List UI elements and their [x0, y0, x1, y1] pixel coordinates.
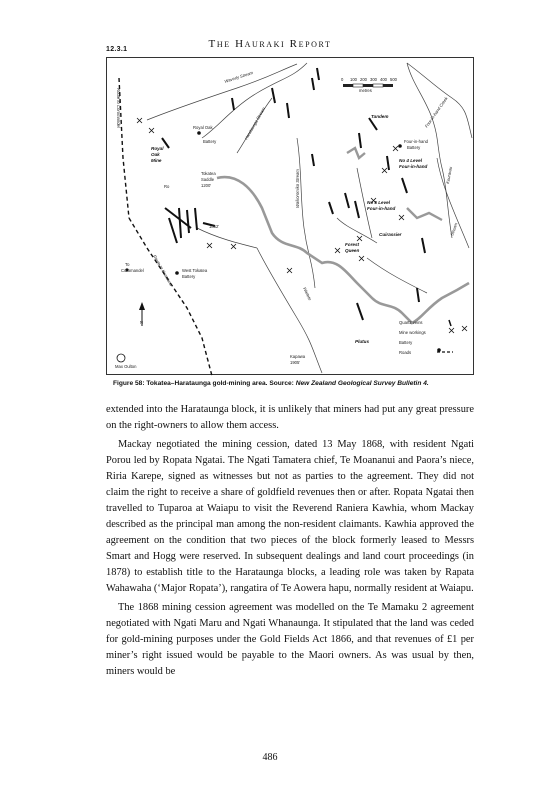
kourarau-stream-label: Kourarau [445, 166, 453, 185]
scale-tick-0: 0 [341, 77, 344, 82]
legend-quartz: Quartz veins [399, 320, 423, 325]
paragraph-1: extended into the Harataunga block, it is unlikely that miners had put any great pressure on the right-owners to allow them access. [106, 404, 474, 431]
tandem-label: Tandem [371, 114, 389, 119]
no4-label-1: No 4 Level [399, 158, 422, 163]
scale-tick-1: 100 [350, 77, 357, 82]
tokatea-saddle-label-2: Saddle [201, 177, 215, 182]
north-label: N [140, 320, 144, 325]
battery-label: Battery [203, 139, 217, 144]
ro-label: Ro [164, 184, 170, 189]
paragraph-3: The 1868 mining cession agreement was modelled on the Te Mamaku 2 agreement negotiated with Ngati Maru and Ngati Whanaunga. It stipulated that the land was ceded for gold-mining purposes under the Gold Fields Act 1866, and that revenues of £1 per miner’s right issued would be payable to the Maori owners. As was usual by then, miners would be [106, 602, 474, 677]
road-label-bottom: Route to Kuaotunu [152, 254, 174, 287]
legend-roads: Roads [399, 350, 412, 355]
map-drawing [107, 58, 475, 376]
royal-oak-label: Royal Oak [193, 125, 213, 130]
no5-label-1: No 5 Level [367, 200, 390, 205]
waikoromiko-stream-label: Waikoromiko Stream [295, 169, 300, 208]
quartz-veins [162, 68, 425, 320]
four-in-hand-battery-label-1: Four-in-hand [404, 139, 428, 144]
block-boundary [217, 177, 469, 323]
cuirassier-label: Cuirassier [379, 232, 402, 237]
waverly-stream-label: Waverly Stream [223, 70, 254, 84]
tokatea-saddle-label-1: Tokatea [201, 171, 216, 176]
kapawa-label-1: Kapawa [290, 354, 306, 359]
west-tokatea-label-1: West Tokatea [182, 268, 208, 273]
map-legend [399, 320, 454, 355]
scale-tick-4: 400 [380, 77, 387, 82]
paragraph-2: Mackay negotiated the mining cession, dated 13 May 1868, with resident Ngati Porou led by Ropata Ngatai. The Ngati Tamatera chief, Te Moananui and Paora’s niece, Riria Karepe, signed as witnesses but not as parties to the agreement. They did not claim the right to receive a share of goldfield revenues then or after. Ropata Ngatai then travelled to Tuparoa at Waiapu to visit the Reverend Raniera Kawhia, whom Mackay described as the principal man among the non-resident claimants. Kawhia approved the agreement on the condition that two pieces of the block formerly leased to Messrs Smart and Hogg were reserved. In subsequent dealings and land court proceedings (in 1878) to establish title to the Harataunga blocks, a leading role was taken by Rapata Wahawaha (‘Major Ropata’), rangatira of Te Aowera hapu, normally resident at Waiapu. [106, 439, 474, 594]
four-in-hand-creek-label: Four-in-hand Creek [423, 96, 449, 129]
to-coromandel-label-2: Coromandel [121, 268, 144, 273]
tokatea-saddle-label-3: 1200' [201, 183, 212, 188]
scale-tick-5: 500 [390, 77, 397, 82]
running-head: The Hauraki Report [208, 38, 332, 50]
no4-label-2: Four-in-hand [399, 164, 428, 169]
caption-source: New Zealand Geological Survey Bulletin 4. [295, 380, 429, 387]
scale-tick-2: 200 [360, 77, 367, 82]
forest-queen-label-2: Queen [345, 248, 360, 253]
scale-tick-3: 300 [370, 77, 377, 82]
figure-caption [113, 380, 473, 388]
royal-oak-mine-label-2: Oak [151, 152, 160, 157]
scale-bar [341, 77, 398, 93]
caption-label: Figure 58: Tokatea–Harataunga gold-mining area. Source: [113, 380, 294, 387]
road-label-left: Route to Coromandel [116, 88, 121, 128]
plutus-label: Plutus [355, 339, 370, 344]
harataunga-stream-label: Harataunga Stream [243, 106, 267, 141]
credit-label: Max Oulton [115, 364, 137, 369]
waitete-stream-label: Waitete [302, 286, 313, 302]
royal-oak-mine-label-3: Mine [151, 158, 162, 163]
stream-label: Stream [449, 221, 459, 237]
body-text [106, 402, 474, 683]
cartographer-credit [115, 354, 137, 369]
section-number: 12.3.1 [106, 46, 128, 53]
royal-oak-mine-label-1: Royal [151, 146, 164, 151]
legend-workings: Mine workings [399, 330, 426, 335]
north-arrow [139, 302, 145, 326]
to-coromandel-label-1: To [125, 262, 130, 267]
roads [119, 78, 212, 376]
legend-battery: Battery [399, 340, 413, 345]
spot-height-1852: 1852' [209, 224, 220, 229]
kapawa-label-2: 1905' [290, 360, 301, 365]
no5-label-2: Four-in-hand [367, 206, 396, 211]
west-tokatea-label-2: Battery [182, 274, 196, 279]
scale-unit: metres [359, 88, 372, 93]
map-figure [106, 57, 474, 375]
forest-queen-label-1: Forest [345, 242, 360, 247]
page-number: 486 [262, 752, 278, 763]
four-in-hand-battery-label-2: Battery [407, 145, 421, 150]
